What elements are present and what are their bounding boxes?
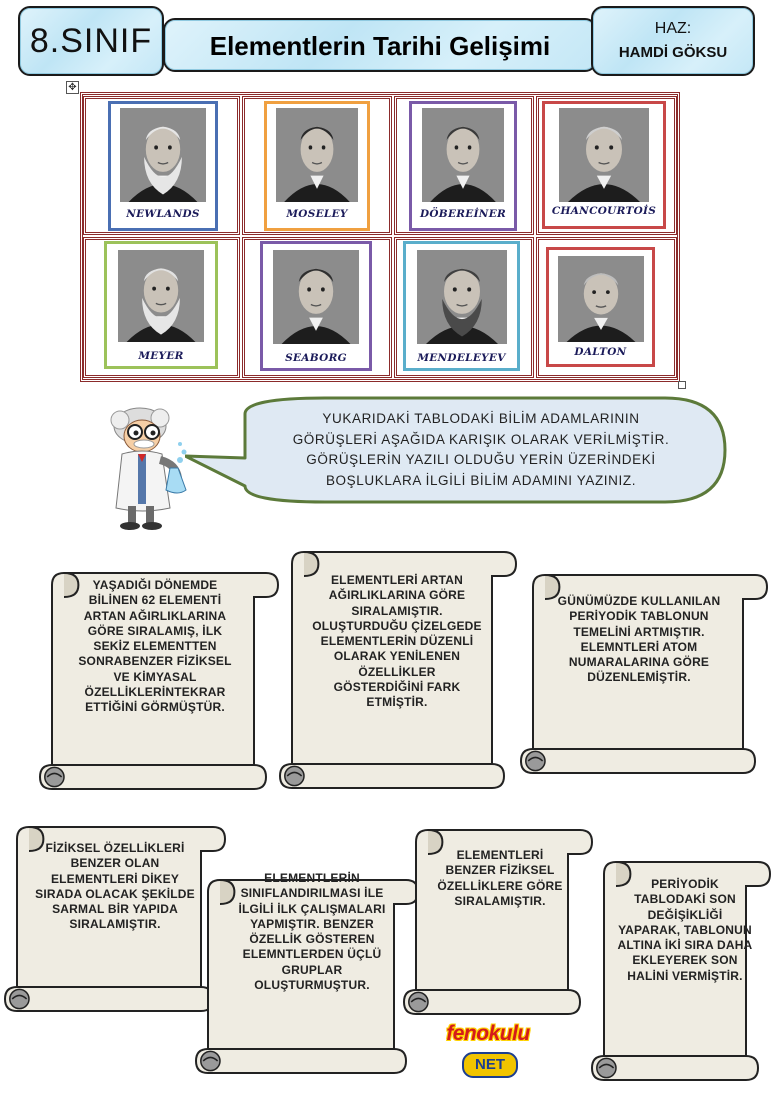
logo-net-badge: NET bbox=[462, 1052, 518, 1078]
author-name: HAMDİ GÖKSU bbox=[618, 44, 728, 61]
scientist-portrait bbox=[118, 250, 204, 342]
scientist-name: NEWLANDS bbox=[126, 208, 200, 220]
instruction-line: GÖRÜŞLERİ AŞAĞIDA KARIŞIK OLARAK VERİLMİŞTİR. bbox=[292, 431, 670, 447]
scientist-portrait bbox=[276, 108, 358, 202]
opinion-text: FİZİKSEL ÖZELLİKLERİ BENZER OLAN ELEMENTLERİ DİKEY SIRADA OLACAK ŞEKİLDE SARMAL BİR YAPIDA SIRALAMIŞTIR. bbox=[35, 841, 195, 932]
page-title: Elementlerin Tarihi Gelişimi bbox=[209, 31, 551, 61]
scientist-portrait bbox=[120, 108, 206, 202]
opinion-text: ELEMENTLERİ ARTAN AĞIRLIKLARINA GÖRE SIRALAMIŞTIR. OLUŞTURDUĞU ÇİZELGEDE ELEMENTLERİN DÜZENLİ OLARAK YENİLENEN ÖZELLİKLER GÖSTERDİĞİNİ FARK ETMİŞTİR. bbox=[312, 573, 482, 710]
instruction-line: YUKARIDAKİ TABLODAKİ BİLİM ADAMLARININ bbox=[322, 411, 640, 426]
opinion-text: YAŞADIĞI DÖNEMDE BİLİNEN 62 ELEMENTİ ARTAN AĞIRLIKLARINA GÖRE SIRALAMIŞ, İLK SEKİZ ELEMENTTEN SONRABENZER FİZİKSEL VE KİMYASAL ÖZELLİKLERİNTEKRAR ETTİĞİNİ GÖRMÜŞTÜR. bbox=[78, 578, 232, 715]
portrait-frame bbox=[542, 101, 666, 229]
portrait-frame bbox=[104, 241, 218, 369]
logo-text: fenokulu bbox=[446, 1022, 530, 1045]
scientist-name: MOSELEY bbox=[286, 208, 348, 220]
portrait-frame bbox=[108, 101, 218, 231]
instruction-line: GÖRÜŞLERİN YAZILI OLDUĞU YERİN ÜZERİNDEKİ bbox=[306, 452, 656, 467]
portrait-frame bbox=[260, 241, 372, 371]
portrait-frame bbox=[409, 101, 517, 231]
portrait-frame bbox=[403, 241, 520, 371]
grade-label: 8.SINIF bbox=[29, 22, 153, 60]
opinion-text: ELEMENTLERİN SINIFLANDIRILMASI İLE İLGİLİ İLK ÇALIŞMALARI YAPMIŞTIR. BENZER ÖZELLİK GÖSTEREN ELEMNTLERDEN ÜÇLÜ GRUPLAR OLUŞTURMUŞTUR. bbox=[238, 871, 386, 993]
portrait-frame bbox=[546, 247, 655, 367]
author-label: HAZ: bbox=[654, 20, 692, 37]
opinion-text: ELEMENTLERİ BENZER FİZİKSEL ÖZELLİKLERE GÖRE SIRALAMIŞTIR. bbox=[437, 848, 563, 908]
author-badge bbox=[591, 6, 755, 76]
scientist-name: MEYER bbox=[138, 350, 184, 362]
scientist-portrait bbox=[417, 250, 507, 344]
scientist-name: MENDELEYEV bbox=[417, 352, 506, 364]
scientist-name: DÖBEREİNER bbox=[419, 208, 507, 220]
opinion-text: GÜNÜMÜZDE KULLANILAN PERİYODİK TABLONUN TEMELİNİ ARTMIŞTIR. ELEMNTLERİ ATOM NUMARALARINA GÖRE DÜZENLEMİŞTİR. bbox=[557, 594, 721, 685]
table-resize-handle[interactable] bbox=[678, 381, 686, 389]
scientist-name: DALTON bbox=[574, 346, 627, 358]
scientist-name: CHANCOURTOİS bbox=[551, 205, 657, 217]
title-banner bbox=[163, 18, 597, 72]
scientist-portrait bbox=[273, 250, 359, 344]
portrait-frame bbox=[264, 101, 370, 231]
scientist-name: SEABORG bbox=[285, 352, 347, 364]
grade-badge bbox=[18, 6, 164, 76]
fenokulu-logo bbox=[438, 1022, 538, 1080]
scientist-portrait bbox=[558, 256, 644, 342]
instruction-text bbox=[242, 409, 720, 491]
opinion-text: PERİYODİK TABLODAKİ SON DEĞİŞİKLİĞİ YAPARAK, TABLONUN ALTINA İKİ SIRA DAHA EKLEYEREK SON HALİNİ VERMİŞTİR. bbox=[617, 877, 753, 983]
table-move-handle-icon[interactable]: ✥ bbox=[66, 81, 79, 94]
scientist-portrait bbox=[559, 108, 649, 202]
instruction-line: BOŞLUKLARA İLGİLİ BİLİM ADAMINI YAZINIZ. bbox=[325, 472, 637, 488]
scientist-portrait bbox=[422, 108, 504, 202]
